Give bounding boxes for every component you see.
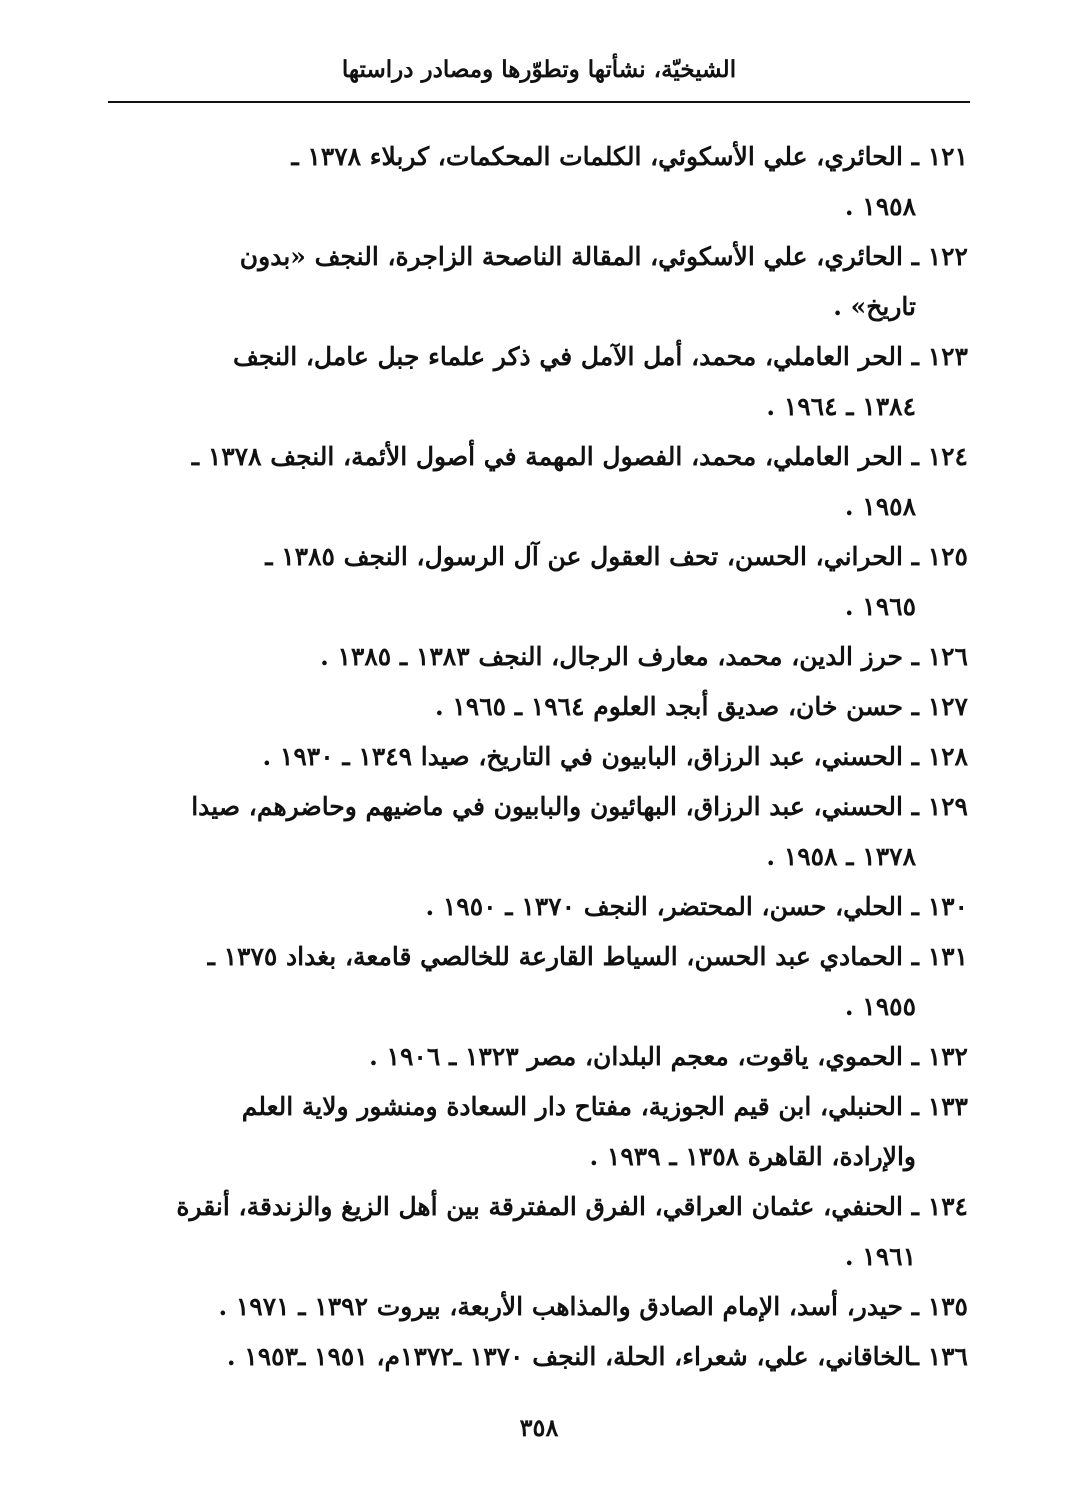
bibliography-entry <box>108 1032 970 1082</box>
bibliography-entry <box>108 1332 970 1382</box>
entry-continuation-line: تاريخ» . <box>833 292 916 321</box>
entry-continuation-line: ١٣٧٨ ـ ١٩٥٨ . <box>766 842 916 871</box>
entry-continuation-line: ١٩٥٥ . <box>844 992 916 1021</box>
entry-first-line: ١٣٥ ـ حيدر، أسد، الإمام الصادق والمذاهب الأربعة، بيروت ١٣٩٢ ـ ١٩٧١ . <box>218 1292 968 1321</box>
bibliography-entry <box>108 332 970 432</box>
bibliography-entry <box>108 682 970 732</box>
entry-first-line: ١٣٣ ـ الحنبلي، ابن قيم الجوزية، مفتاح دار السعادة ومنشور ولاية العلم <box>241 1092 968 1121</box>
bibliography-list <box>108 132 970 1382</box>
entry-continuation-line: والإرادة، القاهرة ١٣٥٨ ـ ١٩٣٩ . <box>589 1142 916 1171</box>
bibliography-entry <box>108 232 970 332</box>
bibliography-entry <box>108 1182 970 1282</box>
running-head: الشيخيّة، نشأتها وتطوّرها ومصادر دراستها <box>341 56 737 83</box>
entry-first-line: ١٢٣ ـ الحر العاملي، محمد، أمل الآمل في ذكر علماء جبل عامل، النجف <box>233 342 968 371</box>
entry-first-line: ١٢٩ ـ الحسني، عبد الرزاق، البهائيون والبابيون في ماضيهم وحاضرهم، صيدا <box>191 792 968 821</box>
entry-first-line: ١٢٢ ـ الحائري، علي الأسكوئي، المقالة الناصحة الزاجرة، النجف «بدون <box>239 242 968 271</box>
entry-continuation-line: ١٩٦١ . <box>844 1242 916 1271</box>
entry-first-line: ١٢٤ ـ الحر العاملي، محمد، الفصول المهمة في أصول الأئمة، النجف ١٣٧٨ ـ <box>191 442 968 471</box>
entry-continuation-line: ١٣٨٤ ـ ١٩٦٤ . <box>766 392 916 421</box>
entry-first-line: ١٢٨ ـ الحسني، عبد الرزاق، البابيون في التاريخ، صيدا ١٣٤٩ ـ ١٩٣٠ . <box>262 742 968 771</box>
page-number: ٣٥٨ <box>519 1413 559 1442</box>
bibliography-entry <box>108 882 970 932</box>
bibliography-entry <box>108 732 970 782</box>
bibliography-entry <box>108 532 970 632</box>
entry-first-line: ١٢٧ ـ حسن خان، صديق أبجد العلوم ١٩٦٤ ـ ١٩٦٥ . <box>434 692 968 721</box>
bibliography-entry <box>108 632 970 682</box>
entry-continuation-line: ١٩٦٥ . <box>844 592 916 621</box>
bibliography-entry <box>108 932 970 1032</box>
entry-first-line: ١٣٢ ـ الحموي، ياقوت، معجم البلدان، مصر ١٣٢٣ ـ ١٩٠٦ . <box>369 1042 968 1071</box>
bibliography-entry <box>108 782 970 882</box>
entry-first-line: ١٣٦ ـالخاقاني، علي، شعراء، الحلة، النجف ١٣٧٠ ـ١٣٧٢م، ١٩٥١ ـ١٩٥٣ . <box>226 1342 968 1371</box>
header-rule <box>108 101 970 103</box>
bibliography-entry <box>108 1282 970 1332</box>
entry-continuation-line: ١٩٥٨ . <box>844 492 916 521</box>
bibliography-entry <box>108 1082 970 1182</box>
entry-first-line: ١٣٤ ـ الحنفي، عثمان العراقي، الفرق المفترقة بين أهل الزيغ والزندقة، أنقرة <box>176 1192 968 1221</box>
entry-continuation-line: ١٩٥٨ . <box>844 192 916 221</box>
entry-first-line: ١٢٥ ـ الحراني، الحسن، تحف العقول عن آل الرسول، النجف ١٣٨٥ ـ <box>265 542 968 571</box>
entry-first-line: ١٣١ ـ الحمادي عبد الحسن، السياط القارعة للخالصي قامعة، بغداد ١٣٧٥ ـ <box>207 942 968 971</box>
bibliography-entry <box>108 432 970 532</box>
entry-first-line: ١٢١ ـ الحائري، علي الأسكوئي، الكلمات المحكمات، كربلاء ١٣٧٨ ـ <box>291 142 968 171</box>
entry-first-line: ١٣٠ ـ الحلي، حسن، المحتضر، النجف ١٣٧٠ ـ ١٩٥٠ . <box>425 892 968 921</box>
bibliography-entry <box>108 132 970 232</box>
entry-first-line: ١٢٦ ـ حرز الدين، محمد، معارف الرجال، النجف ١٣٨٣ ـ ١٣٨٥ . <box>320 642 968 671</box>
